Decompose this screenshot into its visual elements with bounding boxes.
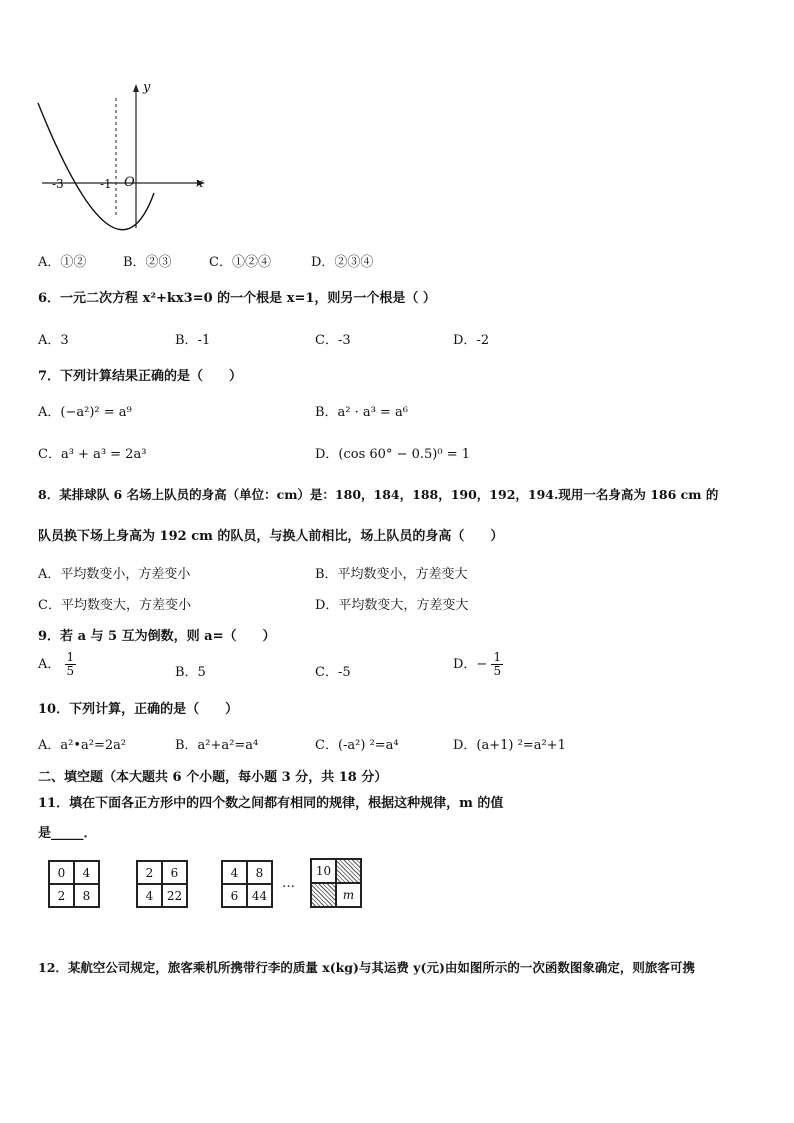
q7-option-c: C．a³ + a³ = 2a³: [38, 447, 147, 462]
number-square-1: [48, 860, 100, 908]
q11-stem-line2: 是_____．: [38, 826, 97, 841]
q10-option-c: C．(-a²) ²=a⁴: [315, 738, 399, 753]
square-cell: 2: [49, 884, 74, 907]
number-square-2: [136, 860, 188, 908]
square-cell: 8: [247, 861, 272, 884]
q8-option-a: A．平均数变小，方差变小: [38, 567, 191, 582]
q7-option-b: B．a² · a³ = a⁶: [315, 405, 408, 420]
q8-option-c: C．平均数变大，方差变小: [38, 598, 191, 613]
q6-stem: 6．一元二次方程 x²+kx3=0 的一个根是 x=1，则另一个根是（ ）: [38, 291, 436, 306]
square-cell: 8: [74, 884, 99, 907]
number-square-3: [221, 860, 273, 908]
square-cell: 4: [74, 861, 99, 884]
square-cell: 0: [49, 861, 74, 884]
q10-option-b: B．a²+a²=a⁴: [175, 738, 259, 753]
fraction-denominator: 5: [493, 664, 502, 679]
q9-option-a: [38, 651, 76, 678]
q9-option-b: B．5: [175, 665, 206, 680]
tick-label-neg1: -1: [100, 177, 112, 191]
fraction-numerator: 1: [493, 650, 502, 664]
q7-stem: 7．下列计算结果正确的是（ ）: [38, 369, 243, 384]
q12-stem-line1: 12．某航空公司规定，旅客乘机所携带行李的质量 x(kg)与其运费 y(元)由如图所示的一次函数图象确定，则旅客可携: [38, 960, 695, 975]
square-cell: 2: [137, 861, 162, 884]
q7-option-d: D．(cos 60° − 0.5)⁰ = 1: [315, 447, 470, 462]
section-heading: 二、填空题（本大题共 6 个小题，每小题 3 分，共 18 分）: [38, 770, 388, 785]
square-cell-m: m: [336, 883, 361, 907]
square-cell: 4: [137, 884, 162, 907]
x-axis-label: x: [196, 176, 204, 191]
fraction-denominator: 5: [66, 664, 75, 679]
square-cell: 10: [311, 859, 336, 883]
q9-stem: 9．若 a 与 5 互为倒数，则 a=（ ）: [38, 629, 276, 644]
square-cell: 6: [222, 884, 247, 907]
hatched-cell: [311, 883, 336, 907]
q6-option-b: B．-1: [175, 333, 211, 348]
q6-option-a: A．3: [38, 333, 69, 348]
number-square-unknown: [310, 858, 362, 908]
parabola-graph: [30, 78, 210, 242]
sequence-ellipsis: …: [282, 876, 295, 891]
square-cell: 6: [162, 861, 187, 884]
q8-stem-line2: 队员换下场上身高为 192 cm 的队员，与换人前相比，场上队员的身高（ ）: [38, 529, 504, 544]
q9-option-d-fraction: [491, 651, 503, 678]
q10-stem: 10．下列计算，正确的是（ ）: [38, 702, 239, 717]
q11-stem-line1: 11．填在下面各正方形中的四个数之间都有相同的规律，根据这种规律，m 的值: [38, 796, 504, 811]
q9-option-c: C．-5: [315, 665, 351, 680]
q7-option-a: A．(−a²)² = a⁹: [38, 405, 132, 420]
q6-option-d: D．-2: [453, 333, 490, 348]
q8-stem-line1: 8．某排球队 6 名场上队员的身高（单位：cm）是：180，184，188，190，192，194.现用一名身高为 186 cm 的: [38, 487, 719, 502]
q5-option-d: D．②③④: [311, 255, 374, 270]
fraction-numerator: 1: [66, 650, 75, 664]
q10-option-d: D．(a+1) ²=a²+1: [453, 738, 566, 753]
square-cell: 44: [247, 884, 272, 907]
q9-option-a-fraction: [65, 651, 77, 678]
square-cell: 4: [222, 861, 247, 884]
q5-option-b: B．②③: [123, 255, 172, 270]
hatched-cell: [336, 859, 361, 883]
q8-option-d: D．平均数变大，方差变大: [315, 598, 469, 613]
q8-option-b: B．平均数变小，方差变大: [315, 567, 468, 582]
origin-label: O: [124, 175, 135, 190]
tick-label-neg3: -3: [52, 177, 64, 191]
q9-option-d-prefix: D．−: [453, 657, 488, 673]
q10-option-a: A．a²•a²=2a²: [38, 738, 127, 753]
q9-option-a-prefix: A．: [38, 657, 61, 673]
q5-option-a: A．①②: [38, 255, 87, 270]
q9-option-d: [453, 651, 503, 678]
y-axis-label: y: [143, 80, 151, 95]
square-cell: 22: [162, 884, 187, 907]
q6-option-c: C．-3: [315, 333, 351, 348]
q5-option-c: C．①②④: [209, 255, 271, 270]
